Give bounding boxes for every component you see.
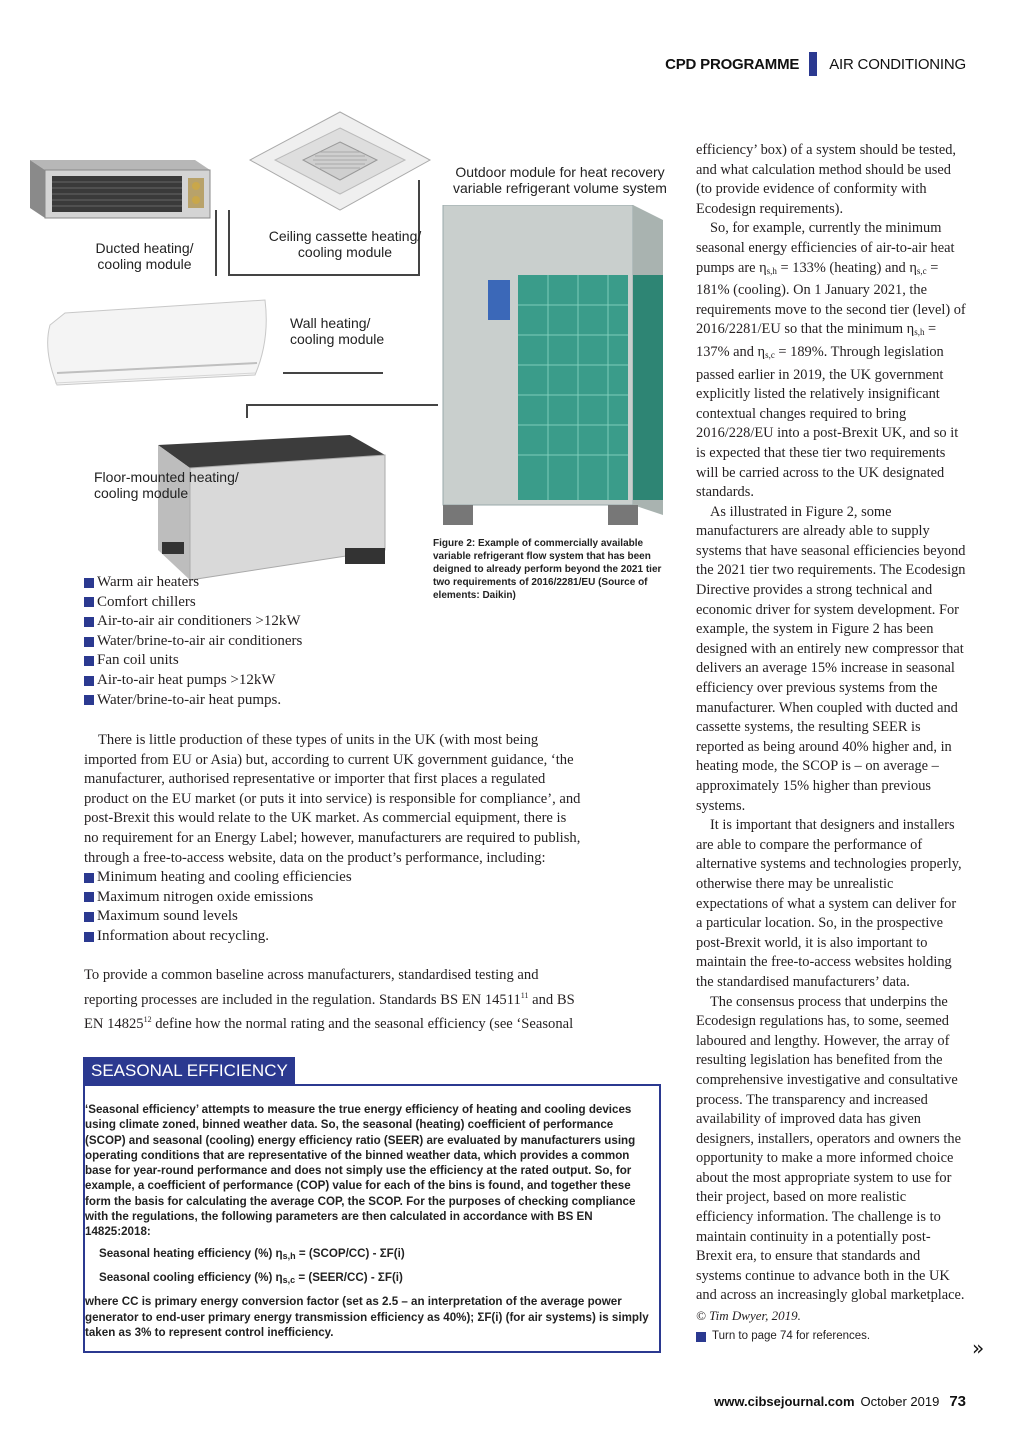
- leader-line: [246, 404, 438, 406]
- heating-equation: Seasonal heating efficiency (%) $\eta_{s,h}$ = (SCOP/CC) - ΣF(i): [99, 1246, 405, 1261]
- section-label: CPD PROGRAMME: [665, 55, 800, 73]
- page-header: [665, 52, 966, 76]
- bullet-square: [84, 912, 94, 922]
- ducted-label: [92, 240, 197, 272]
- list-item: Maximum sound levels: [84, 907, 352, 927]
- wall-unit-image: [35, 295, 275, 395]
- body-paragraph: There is little production of these types of units in the UK (with most being imported from EU or Asia) but, according to current UK government guidance, ‘the manufacturer, authorised representative or importer that first places a regulated product on the EU market (or puts it into service) is responsible for compliance’, and post-Brexit this would relate to the UK market. As commercial equipment, there is no requirement for an Energy Label; however, manufacturers are required to publish, through a free-to-access website, data on the product’s performance, including:: [84, 732, 581, 866]
- cassette-unit-image: [245, 110, 435, 220]
- floor-label-line1: Floor-mounted heating/: [94, 469, 239, 485]
- bullet-square: [84, 932, 94, 942]
- list-item: Water/brine-to-air air conditioners: [84, 632, 302, 652]
- bullet-square: [84, 617, 94, 627]
- leader-line: [228, 210, 230, 276]
- bullet-square: [84, 597, 94, 607]
- next-page-icon: »: [972, 1336, 985, 1360]
- bullet-square: [84, 578, 94, 588]
- body-paragraph: It is important that designers and installers are able to compare the performance of alternative systems and technologies properly, otherwise there may be unrealistic expectations of what a system can deliver for a particular location. So, in the prospective post-Brexit world, it is also important to maintain the free-to-access websites holding the standardised manufacturers’ data.: [696, 817, 962, 990]
- body-paragraph: efficiency’ box) of a system should be tested, and what calculation method should be used (to provide evidence of conformity with Ecodesign requirements).: [696, 142, 957, 217]
- bullet-square: [84, 892, 94, 902]
- bullet-square: [696, 1332, 706, 1342]
- figure-2: [0, 110, 680, 600]
- header-divider: [809, 52, 817, 76]
- cassette-label-line1: Ceiling cassette heating/: [268, 228, 422, 244]
- leader-line: [283, 372, 383, 374]
- body-paragraph: So, for example, currently the minimum seasonal energy efficiencies of air-to-air heat pumps are $\eta_{s,h} = 133\%$ (heating) and $\eta_{s,c} = 181\%$ (cooling). On 1 January 2021, the requirements move to the second tier (level) of 2016/2281/EU so that the minimum $\eta_{s,h} = 137\%$ and $\eta_{s,c} = 189\%$. Through legislation passed earlier in 2019, the UK government explicitly listed the relatively insignificant contextual changes required to bring 2016/228/EU into a post-Brexit UK, and so it is expected that these tier two requirements will be carried across to the UK designated standards.: [696, 220, 966, 501]
- leader-line: [246, 404, 248, 418]
- bullet-square: [84, 873, 94, 883]
- body-paragraph: The consensus process that underpins the Ecodesign regulations has, to some, seemed laboured and lengthy. However, the array of resulting legislation has benefited from the comprehensive investigative and consultative process. The transparency and increased availability of improved data has given designers, installers, operators and owners the opportunity to make a more informed choice about the most appropriate system to use for their project, based on more realistic efficiency information. The challenge is to maintain continuity in a potentially post-Brexit era, to ensure that standards and systems continue to advance both in the UK and across an increasingly global marketplace.: [696, 993, 965, 1304]
- outdoor-label-line1: Outdoor module for heat recovery: [455, 164, 665, 180]
- issue-date: October 2019: [860, 1394, 940, 1409]
- bullet-square: [84, 637, 94, 647]
- ducted-label-line2: cooling module: [97, 256, 192, 272]
- box-title: SEASONAL EFFICIENCY: [83, 1057, 295, 1084]
- equipment-list: [84, 573, 302, 710]
- list-item: Comfort chillers: [84, 593, 302, 613]
- figure-caption: Figure 2: Example of commercially available variable refrigerant flow system that has been deigned to already perform beyond the 2021 tier two requirements of 2016/2281/EU (Source of elements: Daikin): [433, 538, 662, 601]
- box-outro: where CC is primary energy conversion factor (set as 2.5 – an interpretation of the average power generator to end-user primary energy transmission efficiency as 40%); ΣF(i) (for air systems) is simply taken as 3% to represent control inefficiency.: [85, 1295, 649, 1339]
- list-item: Minimum heating and cooling efficiencies: [84, 868, 352, 888]
- leader-line: [228, 274, 418, 276]
- references-note: Turn to page 74 for references.: [696, 1327, 966, 1347]
- cassette-label-line2: cooling module: [297, 244, 393, 260]
- body-paragraph: As illustrated in Figure 2, some manufacturers are already able to supply systems that have seasonal efficiencies beyond the 2021 tier two requirements. The Ecodesign Directive provides a strong technical and economic driver for system development. For example, the system in Figure 2 has been designed with an entirely new compressor that delivers an average 15% increase in seasonal efficiency over previous systems from the manufacturer. When coupled with ducted and cassette systems, the resulting SEER is reported as being around 40% higher and, in heating mode, the SCOP is – on average – approximately 15% higher than previous systems.: [696, 503, 966, 814]
- wall-label-line2: cooling module: [290, 331, 385, 347]
- list-item: Maximum nitrogen oxide emissions: [84, 888, 352, 908]
- outdoor-label: [453, 164, 667, 196]
- author-credit: © Tim Dwyer, 2019.: [696, 1308, 801, 1324]
- page-number: 73: [949, 1393, 966, 1410]
- list-item: Information about recycling.: [84, 927, 352, 947]
- outdoor-unit-image: [438, 205, 668, 535]
- ducted-label-line1: Ducted heating/: [95, 240, 194, 256]
- leader-line: [215, 210, 217, 276]
- list-item: Water/brine-to-air heat pumps.: [84, 691, 302, 711]
- list-item: Fan coil units: [84, 651, 302, 671]
- list-item: Air-to-air air conditioners >12kW: [84, 612, 302, 632]
- bullet-square: [84, 656, 94, 666]
- floor-label: [94, 469, 264, 501]
- body-paragraph: To provide a common baseline across manufacturers, standardised testing and reporting processes are included in the regulation. Standards BS EN 14511$^{11}$ and BS EN 14825$^{12}$ define how the normal rating and the seasonal efficiency (see ‘Seasonal: [84, 967, 575, 1032]
- list-item: Air-to-air heat pumps >12kW: [84, 671, 302, 691]
- journal-url: www.cibsejournal.com: [714, 1394, 855, 1409]
- list-item: Warm air heaters: [84, 573, 302, 593]
- bullet-square: [84, 695, 94, 705]
- right-column: [696, 141, 966, 1347]
- seasonal-efficiency-box: [83, 1084, 661, 1353]
- publish-list: [84, 868, 352, 946]
- bullet-square: [84, 676, 94, 686]
- topic-label: AIR CONDITIONING: [829, 55, 966, 73]
- wall-label-line1: Wall heating/: [290, 315, 371, 331]
- page-footer: [714, 1393, 966, 1410]
- wall-label: [290, 315, 400, 347]
- cooling-equation: Seasonal cooling efficiency (%) $\eta_{s,c}$ = (SEER/CC) - ΣF(i): [99, 1270, 403, 1285]
- box-intro: ‘Seasonal efficiency’ attempts to measure the true energy efficiency of heating and cooling devices using climate zoned, binned weather data. So, the seasonal (heating) coefficient of performance (SCOP) and seasonal (cooling) energy efficiency ratio (SEER) are evaluated by manufacturers using operating conditions that are representative of the binned weather data, which provides a common base for year-round performance and does not simply use the efficiency at the rated output. So, for example, a coefficient of performance (COP) value for each of the bins is found, and together these form the basis for calculating the average COP, the SCOP. For the purposes of checking compliance with the regulations, the following parameters are then calculated in accordance with BS EN 14825:2018:: [85, 1103, 636, 1239]
- outdoor-label-line2: variable refrigerant volume system: [453, 180, 667, 196]
- floor-label-line2: cooling module: [94, 485, 189, 501]
- ducted-unit-image: [10, 140, 215, 220]
- cassette-label: [265, 228, 425, 260]
